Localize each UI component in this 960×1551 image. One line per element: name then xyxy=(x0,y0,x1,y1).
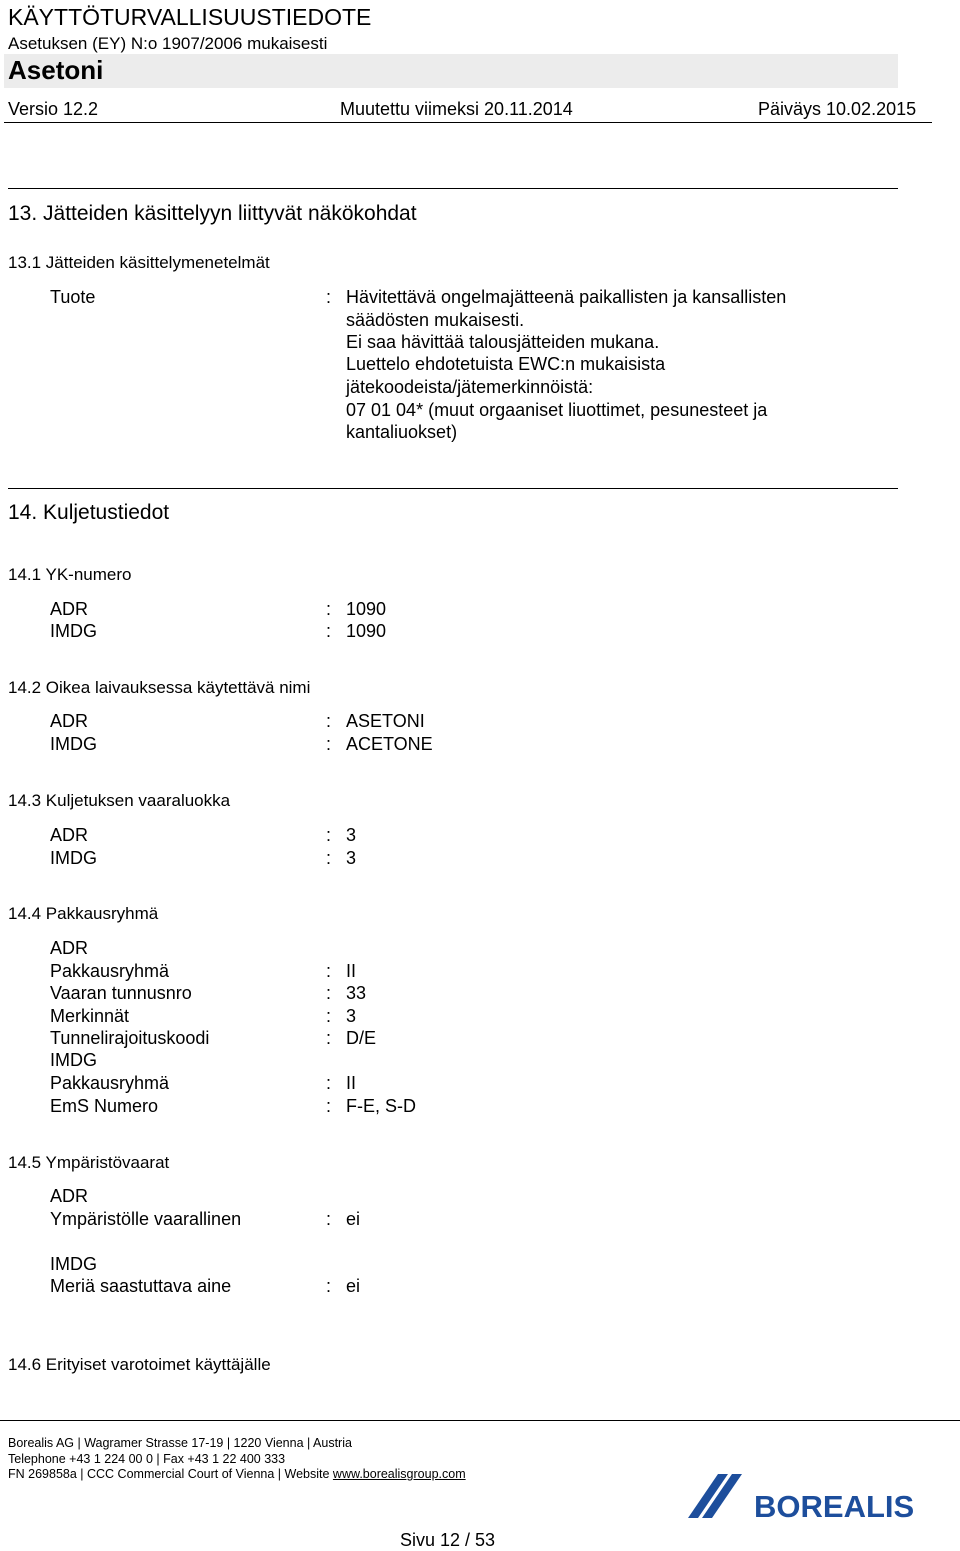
row-label: ADR xyxy=(50,825,89,845)
colon: : xyxy=(326,1276,332,1296)
row-label: Ympäristölle vaarallinen xyxy=(50,1209,242,1229)
section-13-heading: 13. Jätteiden käsittelyyn liittyvät näkökohdat xyxy=(8,202,417,225)
row-value: ei xyxy=(346,1209,361,1229)
footer-divider xyxy=(0,1420,960,1421)
adr-label: ADR xyxy=(50,938,89,958)
row-label: ADR xyxy=(50,599,89,619)
colon: : xyxy=(326,734,332,754)
header-divider xyxy=(4,122,932,123)
section-13-rule xyxy=(8,188,898,189)
version-text: Versio 12.2 xyxy=(8,99,99,119)
colon: : xyxy=(326,711,332,731)
row-value: D/E xyxy=(346,1028,377,1048)
row-value: ASETONI xyxy=(346,711,425,731)
colon: : xyxy=(326,621,332,641)
row-label: ADR xyxy=(50,711,89,731)
disposal-line: 07 01 04* (muut orgaaniset liuottimet, pesunesteet ja xyxy=(346,400,768,420)
row-value: F-E, S-D xyxy=(346,1096,416,1116)
regulation-line: Asetuksen (EY) N:o 1907/2006 mukaisesti xyxy=(8,34,328,53)
row-label: IMDG xyxy=(50,734,97,754)
product-name: Asetoni xyxy=(8,55,104,85)
imdg-label: IMDG xyxy=(50,1050,97,1070)
row-label: Merkinnät xyxy=(50,1006,130,1026)
row-label: Meriä saastuttava aine xyxy=(50,1276,232,1296)
row-value: 3 xyxy=(346,825,357,845)
row-value: II xyxy=(346,1073,357,1093)
section-14-4-heading: 14.4 Pakkausryhmä xyxy=(8,904,159,923)
document-title: KÄYTTÖTURVALLISUUSTIEDOTE xyxy=(8,4,372,30)
borealis-logo xyxy=(688,1470,953,1525)
product-band xyxy=(4,54,898,88)
row-label: Pakkausryhmä xyxy=(50,961,170,981)
website-link[interactable]: www.borealisgroup.com xyxy=(332,1467,466,1481)
logo-wordmark: BOREALIS xyxy=(754,1489,915,1524)
section-14-5-heading: 14.5 Ympäristövaarat xyxy=(8,1153,170,1172)
section-14-3-heading: 14.3 Kuljetuksen vaaraluokka xyxy=(8,791,231,810)
section-14-1-heading: 14.1 YK-numero xyxy=(8,565,132,584)
modified-text: Muutettu viimeksi 20.11.2014 xyxy=(340,99,573,119)
disposal-line: säädösten mukaisesti. xyxy=(346,310,525,330)
row-label: IMDG xyxy=(50,621,97,641)
row-value: II xyxy=(346,961,357,981)
footer-registry-text: FN 269858a | CCC Commercial Court of Vienna | Website xyxy=(8,1467,333,1481)
date-text: Päiväys 10.02.2015 xyxy=(758,99,917,119)
row-value: 1090 xyxy=(346,621,387,641)
section-13-1-heading: 13.1 Jätteiden käsittelymenetelmät xyxy=(8,253,270,272)
colon: : xyxy=(326,1209,332,1229)
product-label: Tuote xyxy=(50,287,96,307)
section-14-rule xyxy=(8,488,898,489)
footer-address: Borealis AG | Wagramer Strasse 17-19 | 1220 Vienna | Austria xyxy=(8,1436,352,1450)
colon: : xyxy=(326,1073,332,1093)
footer-phone: Telephone +43 1 224 00 0 | Fax +43 1 22 400 333 xyxy=(8,1452,286,1466)
section-14-6-heading: 14.6 Erityiset varotoimet käyttäjälle xyxy=(8,1355,271,1374)
disposal-line: jätekoodeista/jätemerkinnöistä: xyxy=(346,377,594,397)
row-label: Tunnelirajoituskoodi xyxy=(50,1028,210,1048)
colon: : xyxy=(326,599,332,619)
colon: : xyxy=(326,983,332,1003)
colon: : xyxy=(326,825,332,845)
row-value: ei xyxy=(346,1276,361,1296)
disposal-line: kantaliuokset) xyxy=(346,422,458,442)
disposal-line: Hävitettävä ongelmajätteenä paikallisten ja kansallisten xyxy=(346,287,787,307)
footer-registry xyxy=(8,1467,466,1481)
colon: : xyxy=(326,1006,332,1026)
row-label: Vaaran tunnusnro xyxy=(50,983,192,1003)
imdg-label: IMDG xyxy=(50,1254,97,1274)
colon: : xyxy=(326,961,332,981)
row-label: IMDG xyxy=(50,848,97,868)
disposal-line: Luettelo ehdotetuista EWC:n mukaisista xyxy=(346,354,666,374)
colon: : xyxy=(326,848,332,868)
row-label: EmS Numero xyxy=(50,1096,159,1116)
row-value: 3 xyxy=(346,848,357,868)
colon: : xyxy=(326,1096,332,1116)
row-value: 3 xyxy=(346,1006,357,1026)
section-14-2-heading: 14.2 Oikea laivauksessa käytettävä nimi xyxy=(8,678,311,697)
adr-label: ADR xyxy=(50,1186,89,1206)
disposal-line: Ei saa hävittää talousjätteiden mukana. xyxy=(346,332,660,352)
row-value: 1090 xyxy=(346,599,387,619)
row-label: Pakkausryhmä xyxy=(50,1073,170,1093)
colon: : xyxy=(326,1028,332,1048)
colon: : xyxy=(326,287,332,307)
section-14-heading: 14. Kuljetustiedot xyxy=(8,501,170,524)
row-value: ACETONE xyxy=(346,734,433,754)
page-number: Sivu 12 / 53 xyxy=(400,1530,496,1550)
row-value: 33 xyxy=(346,983,367,1003)
